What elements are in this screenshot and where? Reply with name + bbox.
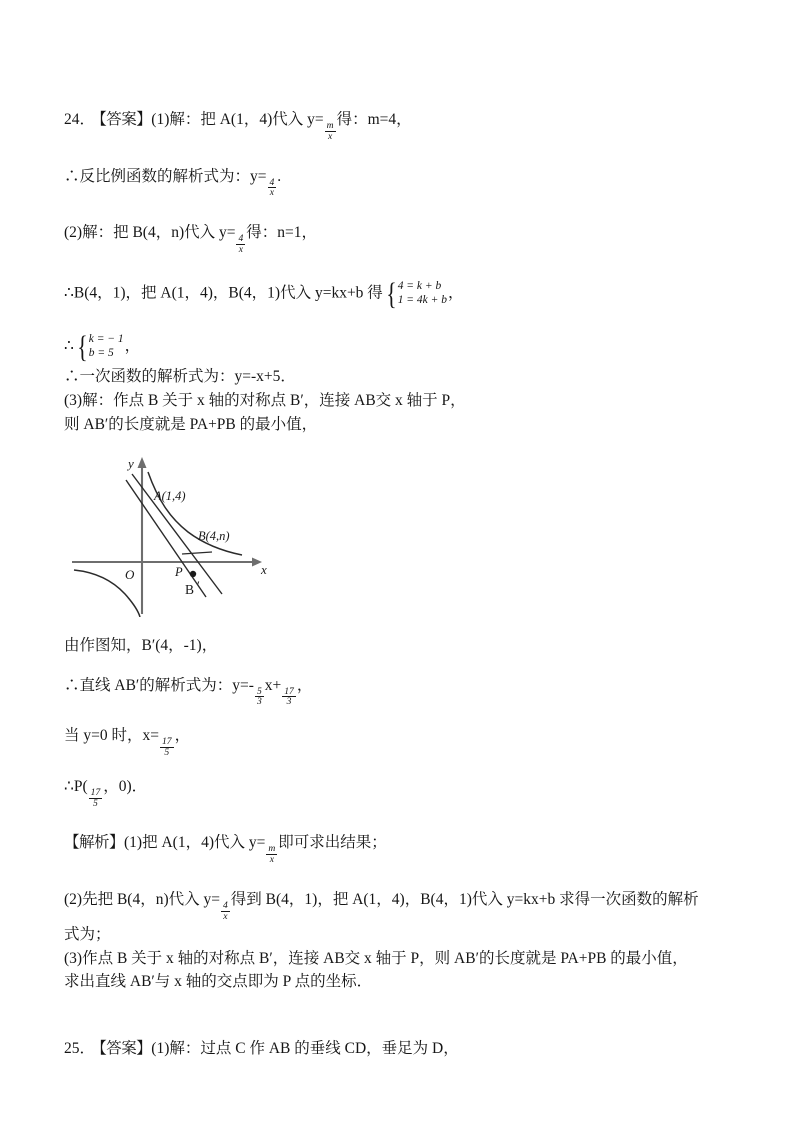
x-axis-label: x [261,561,267,577]
equation-row-2: b = 5 [88,346,114,359]
fraction-denominator: 5 [93,797,98,809]
y-axis-label: y [128,455,134,471]
point-b-prime-mark-icon: ′ [197,577,200,593]
problem-24-answer-line-1 [64,110,744,142]
fraction-4-over-x [221,901,230,922]
analysis-2-prefix: (2)先把 B(4，n)代入 y= [64,891,220,908]
fraction-numerator: 17 [161,736,172,748]
solution-prefix: ∴ [64,337,74,355]
line-ab-suffix: ， [296,676,313,694]
problem-25-text: (1)解：过点 C 作 AB 的垂线 CD，垂足为 D， [151,1040,459,1058]
fraction-denominator: x [238,244,244,256]
problem-24-solution-system [64,328,744,364]
fraction-m-over-x [266,844,277,865]
point-a-label: A(1,4) [154,488,186,503]
coordinate-graph-figure [70,452,280,617]
problem-24-after-figure: 由作图知，B′(4，-1)， [64,636,218,654]
problem-25-number: 25． [64,1040,96,1058]
equation-row-2: 1 = 4k + b [397,293,447,306]
when-y0-prefix: 当 y=0 时，x= [64,727,159,745]
segment-b-marker [182,552,212,554]
equation-system-kb [384,275,447,311]
fraction-numerator: 4 [269,176,275,188]
y-axis-arrow-icon [138,457,147,468]
fraction-4-over-x [236,234,245,255]
fraction-denominator: 5 [164,746,170,758]
problem-24-line-ab-equation [64,676,744,708]
analysis-2-suffix: 得到 B(4，1)，把 A(1，4)，B(4，1)代入 y=kx+b 求得一次函数的解析 [230,891,699,908]
brace-icon: { [77,328,88,364]
equation-row-1: 4 = k + b [397,279,442,292]
fraction-m-over-x [325,121,336,142]
problem-25-answer-tag: 【答案】 [99,1040,152,1058]
point-b-prime-label: B [185,581,195,597]
equation-system-solution [75,328,124,364]
fraction-denominator: x [327,130,333,142]
problem-24-analysis-line-3a: (3)作点 B 关于 x 轴的对称点 B′，连接 AB交 x 轴于 P，则 AB′的长度就是 PA+PB 的最小值， [64,949,688,967]
part2-suffix: 得：n=1， [246,224,318,242]
point-p-prefix: ∴P( [64,777,88,795]
problem-24-number: 24． [64,111,96,128]
analysis-tag: 【解析】 [64,834,125,852]
point-p-suffix: ，0)． [103,777,148,795]
problem-24-part3-line-1: (3)解：作点 B 关于 x 轴的对称点 B′，连接 AB交 x 轴于 P， [64,391,466,409]
fraction-denominator: x [223,910,228,922]
solution-suffix: ， [124,337,141,355]
problem-24-part2-line [64,223,744,255]
line-ab-mid: x+ [264,676,282,694]
problem-24-analysis-line-2b: 式为； [64,925,111,943]
conclusion-1-suffix: . [277,167,282,185]
problem-24-when-y-zero [64,726,744,758]
substitute-prefix: ∴B(4，1)，把 A(1，4)，B(4，1)代入 y=kx+b 得 [64,284,383,302]
conclusion-1-prefix: ∴反比例函数的解析式为：y= [64,167,267,185]
fraction-17-over-5 [89,788,103,809]
point-p-label: P [175,564,183,579]
problem-24-answer-tag: 【答案】 [99,111,152,128]
fraction-17-over-3 [282,687,296,708]
problem-24-conclusion-1 [64,167,744,199]
part2-prefix: (2)解：把 B(4，n)代入 y= [64,224,236,242]
analysis-1-prefix: (1)把 A(1，4)代入 y= [124,834,266,852]
problem-24-substitute-line [64,275,744,311]
brace-icon: { [386,275,397,311]
problem-24-part1-suffix: 得：m=4， [336,111,412,128]
problem-24-analysis-line-3b: 求出直线 AB′与 x 轴的交点即为 P 点的坐标． [64,973,373,991]
fraction-numerator: m [268,843,276,855]
equation-row-1: k = − 1 [88,332,124,345]
fraction-4-over-x [268,178,277,199]
fraction-numerator: 17 [284,685,294,697]
problem-24-analysis-line-1 [64,833,744,865]
fraction-numerator: 4 [222,900,228,912]
point-b-prime-dot [190,570,196,576]
fraction-numerator: m [326,120,334,132]
fraction-denominator: 3 [256,696,262,708]
problem-25-answer-line [64,1039,744,1060]
fraction-denominator: x [269,187,275,199]
equation-rows [398,280,447,308]
fraction-numerator: 5 [256,685,262,697]
page-content [64,110,744,1060]
graph-svg [70,452,280,617]
problem-24-part1-prefix: (1)解：把 A(1，4)代入 y= [151,111,324,128]
problem-24-point-p [64,777,744,809]
origin-label: O [125,566,135,582]
substitute-suffix: ， [447,284,464,302]
fraction-numerator: 4 [238,233,244,245]
equation-rows [89,333,124,361]
problem-24-conclusion-2: ∴一次函数的解析式为：y=-x+5． [64,367,296,385]
problem-24-analysis-line-2 [64,890,744,922]
fraction-denominator: x [269,854,274,866]
line-ab-prefix: ∴直线 AB′的解析式为：y=- [64,676,254,694]
analysis-1-suffix: 即可求出结果； [278,834,387,852]
problem-24-part3-line-2: 则 AB′的长度就是 PA+PB 的最小值， [64,415,318,433]
fraction-17-over-5 [160,737,174,758]
fraction-denominator: 3 [286,696,292,708]
fraction-5-over-3 [255,687,264,708]
fraction-numerator: 17 [90,786,101,798]
point-b-label: B(4,n) [198,528,230,543]
when-y0-suffix: ， [174,727,191,745]
